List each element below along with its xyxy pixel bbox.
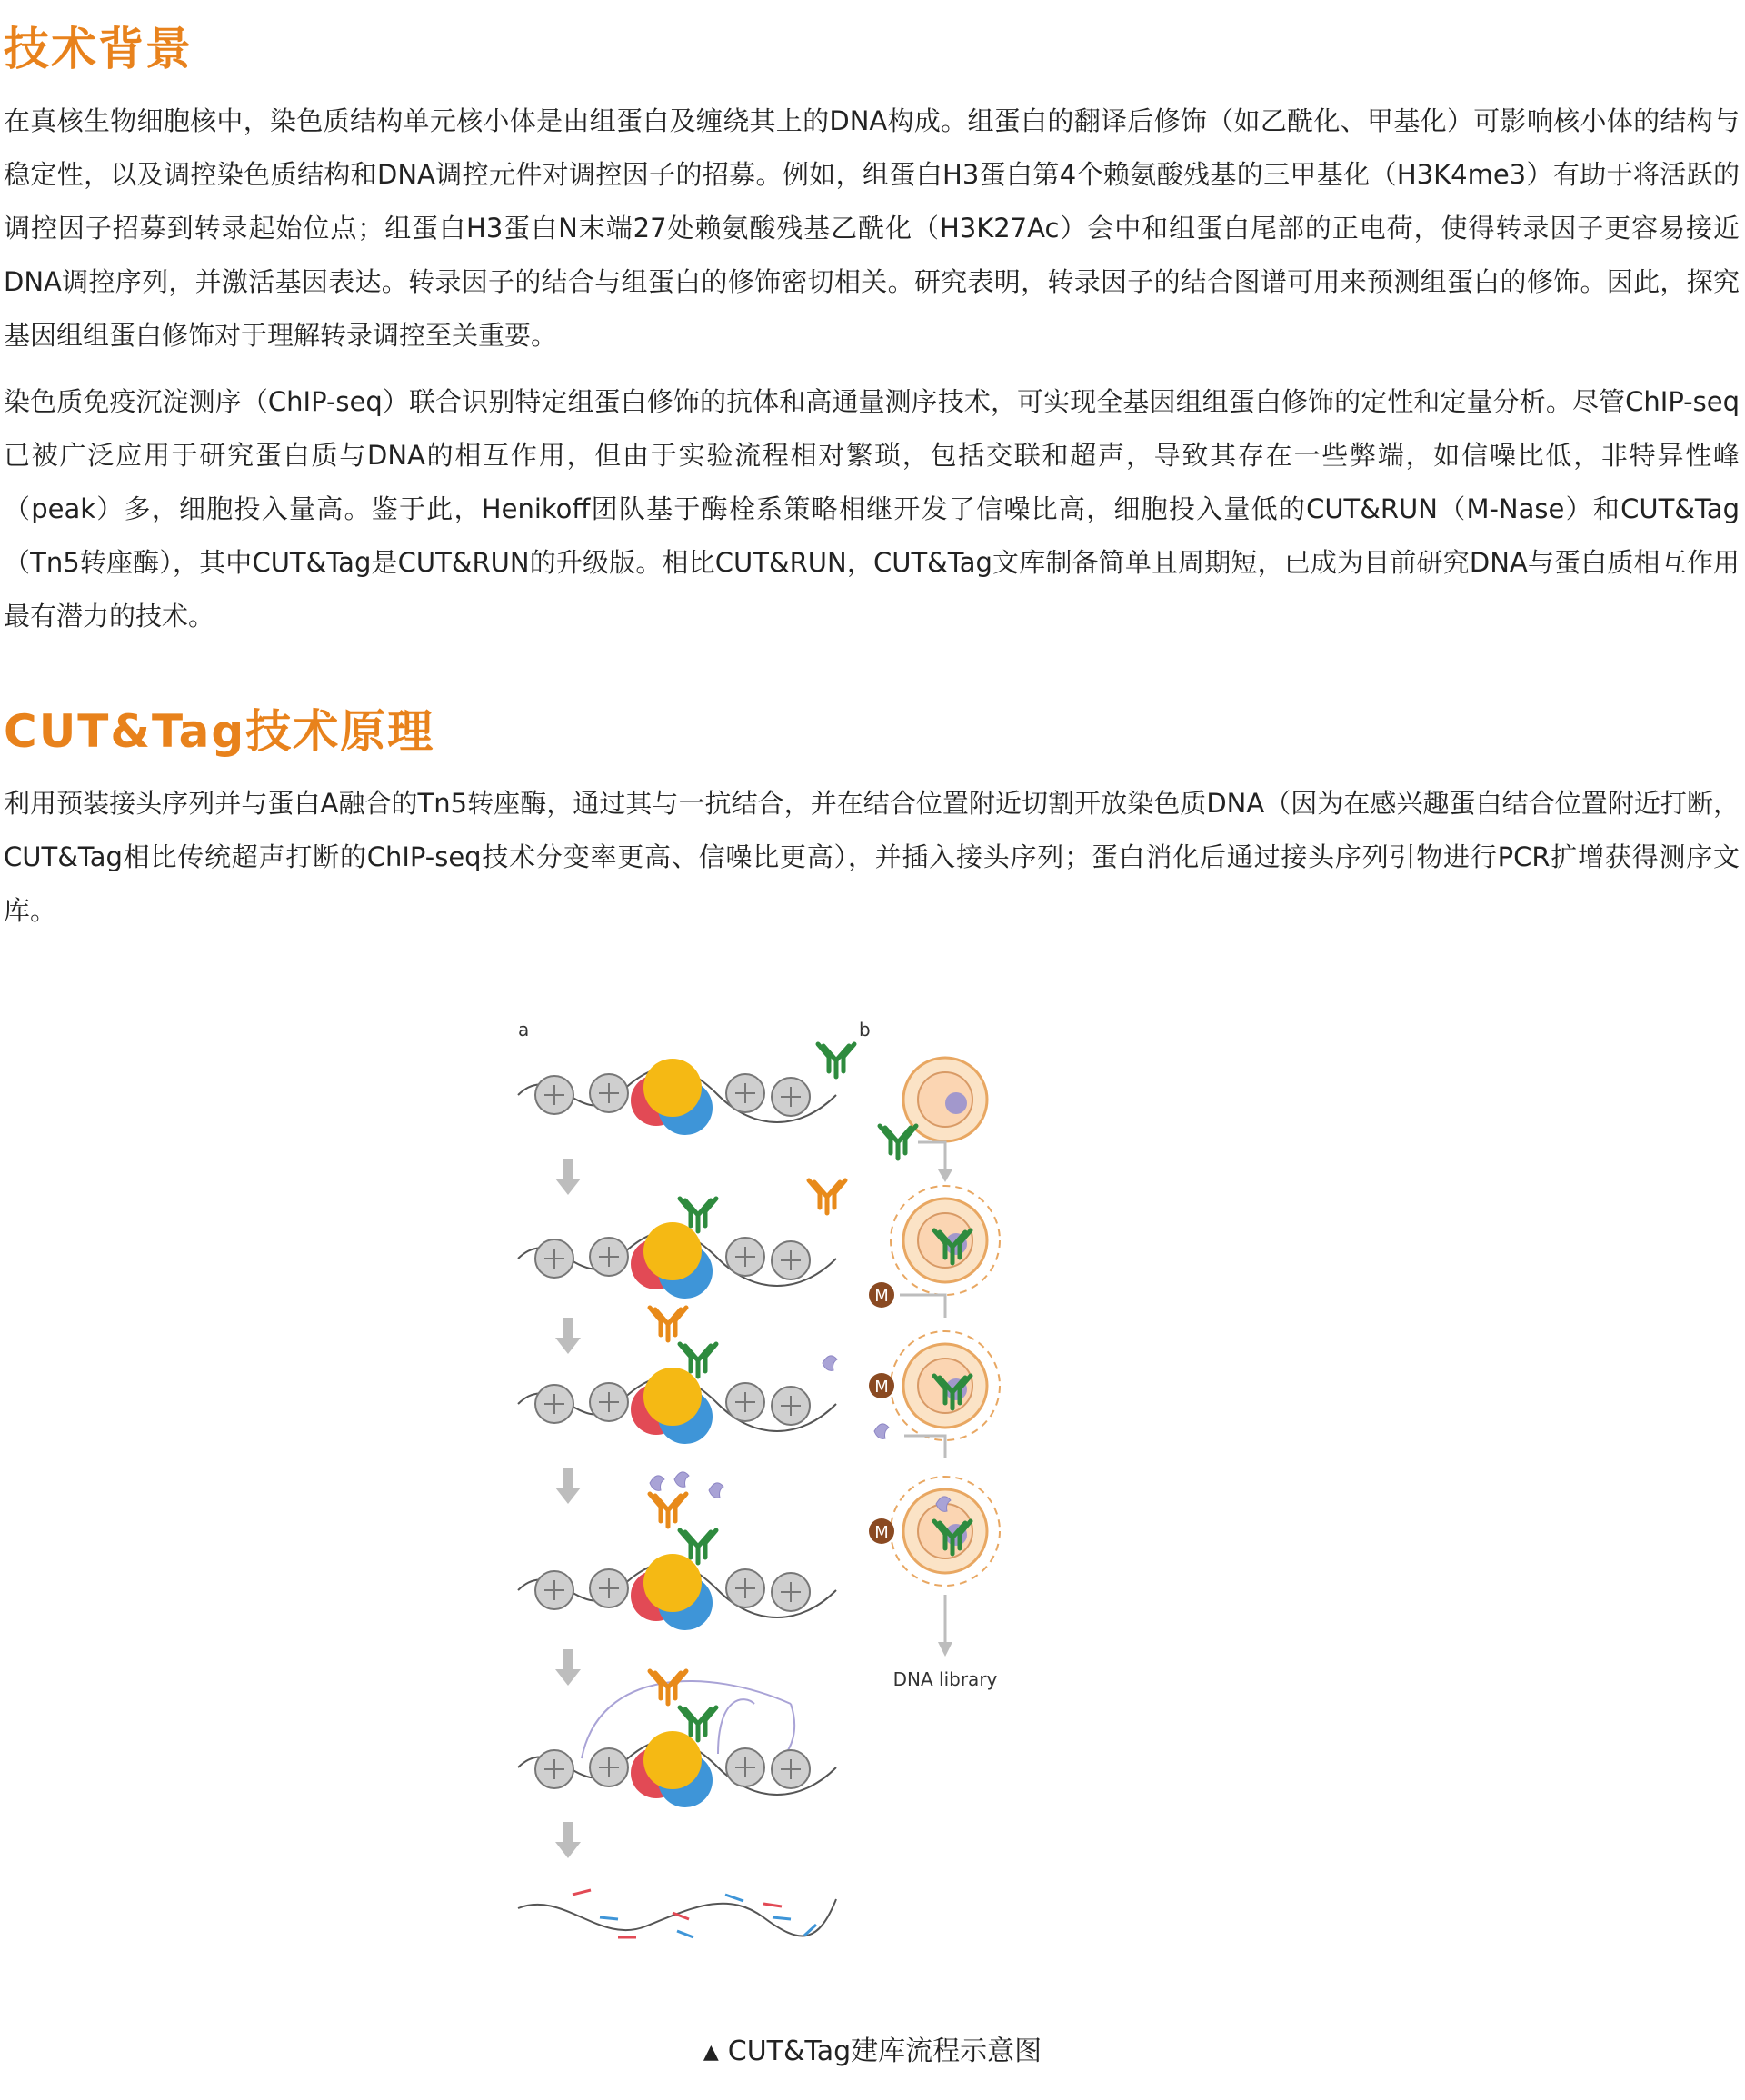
panel-a-label: a [518, 1019, 530, 1040]
caption-triangle-icon: ▲ [703, 2041, 719, 2064]
background-paragraph-2: 染色质免疫沉淀测序（ChIP-seq）联合识别特定组蛋白修饰的抗体和高通量测序技术，可实现全基因组组蛋白修饰的定性和定量分析。尽管ChIP-seq已被广泛应用于研究蛋白质与DNA的相互作用，但由于实验流程相对繁琐，包括交联和超声，导致其存在一些弊端，如信噪比低，非特异性峰（peak）多，细胞投入量高。鉴于此，Henikoff团队基于酶栓系策略相继开发了信噪比高，细胞投入量低的CUT&RUN（M-Nase）和CUT&Tag（Tn5转座酶），其中CUT&Tag是CUT&RUN的升级版。相比CUT&RUN，CUT&Tag文库制备简单且周期短，已成为目前研究DNA与蛋白质相互作用最有潜力的技术。 [4, 386, 1740, 632]
bead-m-1 [869, 1282, 894, 1308]
transposase-icon [823, 1356, 837, 1371]
svg-text:M: M [874, 1287, 889, 1306]
dna-library-label: DNA library [892, 1668, 998, 1690]
svg-text:M: M [874, 1523, 889, 1542]
cut-tag-workflow-diagram [518, 1019, 1227, 1963]
workflow-step-5 [518, 1671, 836, 1807]
workflow-step-2 [518, 1199, 836, 1299]
step-arrow-5 [555, 1822, 581, 1858]
panel-b-cells [869, 1058, 1000, 1690]
caption-text: CUT&Tag建库流程示意图 [727, 2035, 1042, 2067]
background-heading: 技术背景 [4, 23, 193, 75]
library-fragments [518, 1890, 836, 1937]
step-arrow-1 [555, 1159, 581, 1195]
principle-paragraph: 利用预装接头序列并与蛋白A融合的Tn5转座酶，通过其与一抗结合，并在结合位置附近切割开放染色质DNA（因为在感兴趣蛋白结合位置附近打断，CUT&Tag相比传统超声打断的ChIP-seq技术分变率更高、信噪比更高），并插入接头序列；蛋白消化后通过接头序列引物进行PCR扩增获得测序文库。 [4, 788, 1740, 926]
bead-m-2 [869, 1373, 894, 1398]
svg-text:M: M [874, 1378, 889, 1397]
principle-section [4, 704, 1740, 938]
principle-heading: CUT&Tag技术原理 [4, 705, 435, 758]
step-arrow-3 [555, 1468, 581, 1504]
figure-caption [0, 2034, 1745, 2071]
panel-b-label: b [859, 1019, 871, 1040]
step-arrow-2 [555, 1318, 581, 1354]
workflow-step-1 [518, 1059, 836, 1135]
secondary-antibody-icon [809, 1180, 845, 1213]
bead-m-3 [869, 1518, 894, 1544]
primary-antibody-icon [818, 1044, 854, 1077]
step-arrow-4 [555, 1649, 581, 1686]
background-section [4, 22, 1740, 643]
background-paragraph-1: 在真核生物细胞核中，染色质结构单元核小体是由组蛋白及缠绕其上的DNA构成。组蛋白的翻译后修饰（如乙酰化、甲基化）可影响核小体的结构与稳定性，以及调控染色质结构和DNA调控元件对调控因子的招募。例如，组蛋白H3蛋白第4个赖氨酸残基的三甲基化（H3K4me3）有助于将活跃的调控因子招募到转录起始位点；组蛋白H3蛋白N末端27处赖氨酸残基乙酰化（H3K27Ac）会中和组蛋白尾部的正电荷，使得转录因子更容易接近DNA调控序列，并激活基因表达。转录因子的结合与组蛋白的修饰密切相关。研究表明，转录因子的结合图谱可用来预测组蛋白的修饰。因此，探究基因组组蛋白修饰对于理解转录调控至关重要。 [4, 105, 1740, 351]
